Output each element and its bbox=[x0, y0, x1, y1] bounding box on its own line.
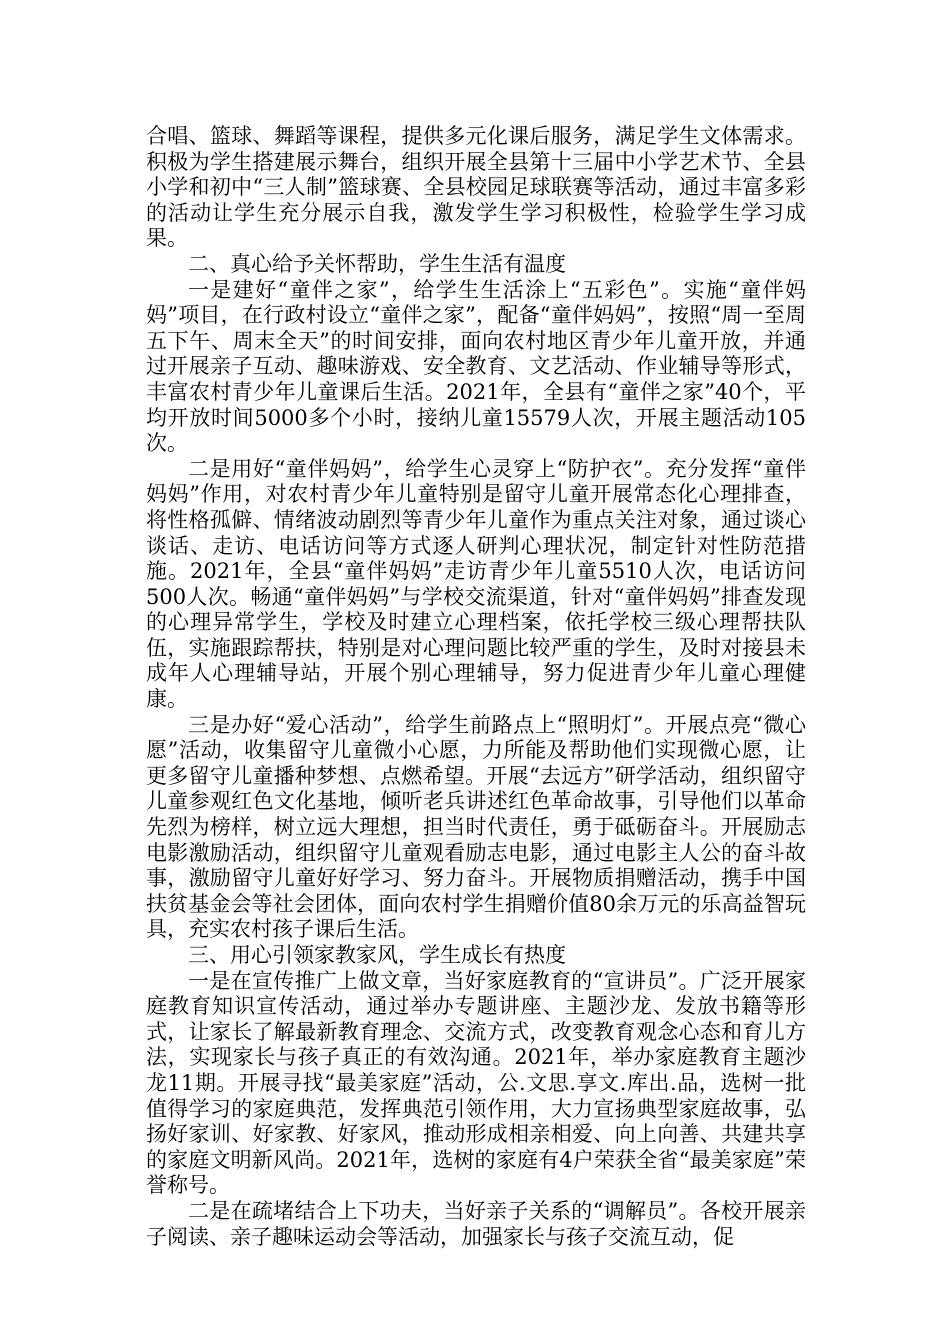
section-heading-3: 三、用心引领家教家风，学生成长有热度 bbox=[188, 943, 566, 967]
paragraph-family-education: 一是在宣传推广上做文章，当好家庭教育的“宣讲员”。广泛开展家庭教育知识宣传活动，通过举办专题讲座、主题沙龙、发放书籍等形式，让家长了解最新教育理念、交流方式，改变教育观念心态和育儿方法，实现家长与孩子真正的有效沟通。2021年，举办家庭教育主题沙龙11期。开展寻找“最美家庭”活动，公.文思.享文.库出.品，选树一批值得学习的家庭典范，发挥典范引领作用，大力宣扬典型家庭故事，弘扬好家训、好家教、好家风，推动形成相亲相爱、向上向善、共建共享的家庭文明新风尚。2021年，选树的家庭有4户荣获全省“最美家庭”荣誉称号。 bbox=[146, 968, 806, 1198]
paragraph-love-activities: 三是办好“爱心活动”，给学生前路点上“照明灯”。开展点亮“微心愿”活动，收集留守儿童微小心愿，力所能及帮助他们实现微心愿，让更多留守儿童播种梦想、点燃希望。开展“去远方”研学活动，组织留守儿童参观红色文化基地，倾听老兵讲述红色革命故事，引导他们以革命先烈为榜样，树立远大理想，担当时代责任，勇于砥砺奋斗。开展励志电影激励活动，组织留守儿童观看励志电影，通过电影主人公的奋斗故事，激励留守儿童好好学习、努力奋斗。开展物质捐赠活动，携手中国扶贫基金会等社会团体，面向农村学生捐赠价值80余万元的乐高益智玩具，充实农村孩子课后生活。 bbox=[146, 712, 806, 942]
section-heading-2: 二、真心给予关怀帮助，学生生活有温度 bbox=[188, 251, 566, 276]
paragraph-continuation: 合唱、篮球、舞蹈等课程，提供多元化课后服务，满足学生文体需求。积极为学生搭建展示舞台，组织开展全县第十三届中小学艺术节、全县小学和初中“三人制”篮球赛、全县校园足球联赛等活动，通过丰富多彩的活动让学生充分展示自我，激发学生学习积极性，检验学生学习成果。 bbox=[146, 124, 806, 251]
paragraph-tongban-home: 一是建好“童伴之家”，给学生生活涂上“五彩色”。实施“童伴妈妈”项目，在行政村设立“童伴之家”，配备“童伴妈妈”，按照“周一至周五下午、周末全天”的时间安排，面向农村地区青少年儿童开放，并通过开展亲子互动、趣味游戏、安全教育、文艺活动、作业辅导等形式，丰富农村青少年儿童课后生活。2021年，全县有“童伴之家”40个，平均开放时间5000多个小时，接纳儿童15579人次，开展主题活动105次。 bbox=[146, 277, 806, 456]
document-page bbox=[146, 124, 806, 1250]
paragraph-tongban-mother: 二是用好“童伴妈妈”，给学生心灵穿上“防护衣”。充分发挥“童伴妈妈”作用，对农村青少年儿童特别是留守儿童开展常态化心理排查，将性格孤僻、情绪波动剧烈等青少年儿童作为重点关注对象，通过谈心谈话、走访、电话访问等方式逐人研判心理状况，制定针对性防范措施。2021年，全县“童伴妈妈”走访青少年儿童5510人次，电话访问500人次。畅通“童伴妈妈”与学校交流渠道，针对“童伴妈妈”排查发现的心理异常学生，学校及时建立心理档案，依托学校三级心理帮扶队伍，实施跟踪帮扶，特别是对心理问题比较严重的学生，及时对接县未成年人心理辅导站，开展个别心理辅导，努力促进青少年儿童心理健康。 bbox=[146, 456, 806, 712]
paragraph-parent-child: 二是在疏堵结合上下功夫，当好亲子关系的“调解员”。各校开展亲子阅读、亲子趣味运动会等活动，加强家长与孩子交流互动，促 bbox=[146, 1198, 806, 1249]
